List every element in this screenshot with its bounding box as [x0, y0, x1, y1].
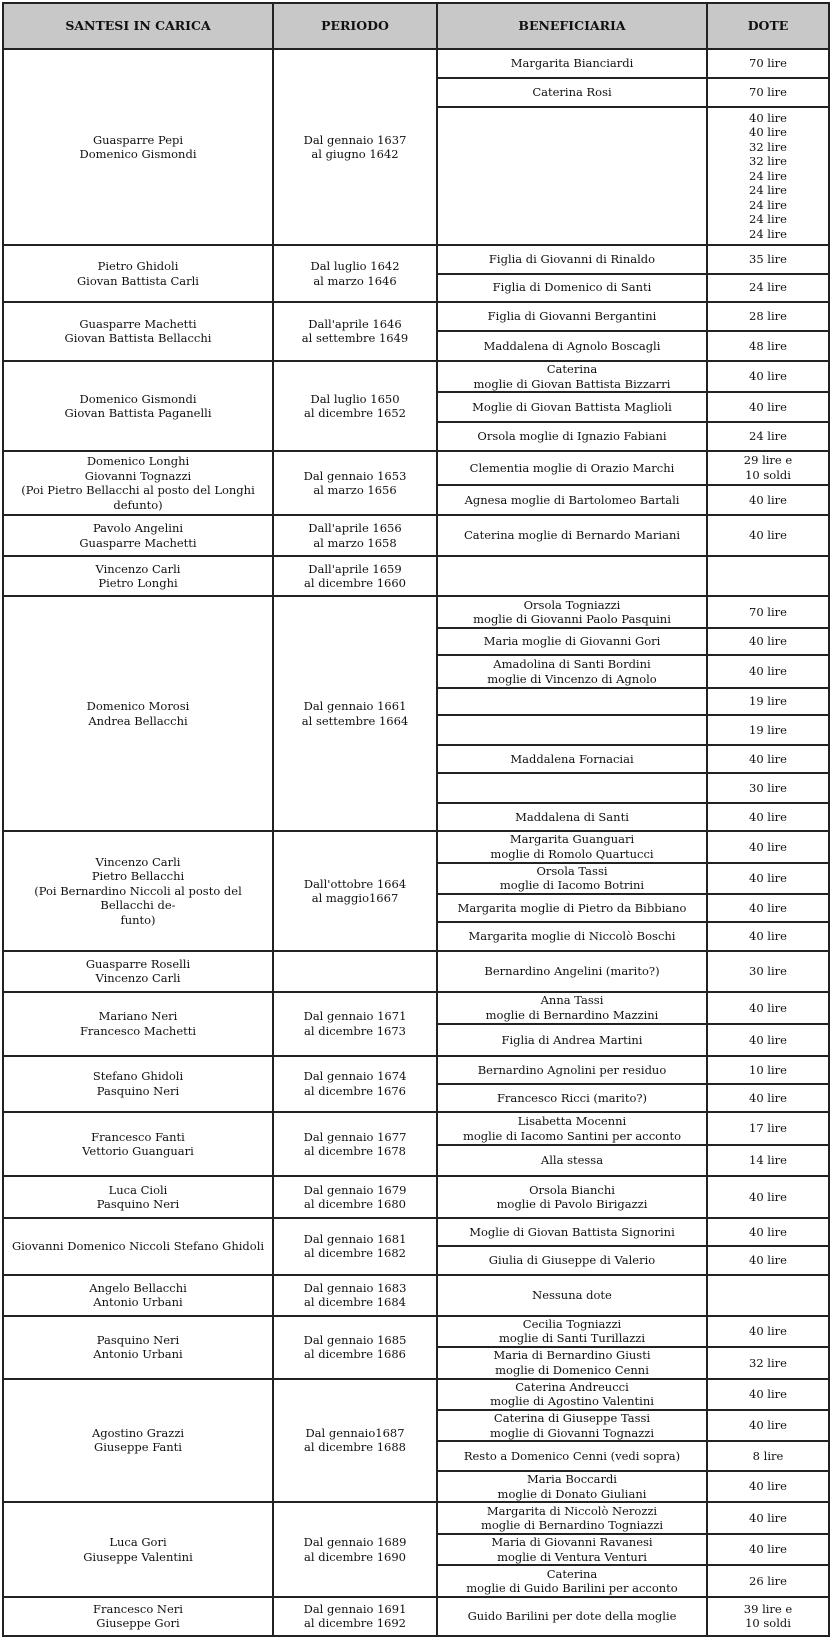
- beneficiaria-cell: Moglie di Giovan Battista Maglioli: [437, 392, 707, 421]
- dote-cell: 40 lire: [707, 485, 829, 515]
- table-row: [3, 992, 829, 1025]
- beneficiaria-cell: Maddalena di Agnolo Boscagli: [437, 331, 707, 360]
- beneficiaria-cell: Amadolina di Santi Bordini moglie di Vincenzo di Agnolo: [437, 655, 707, 688]
- dote-cell: 35 lire: [707, 245, 829, 273]
- periodo-cell: Dal gennaio 1681 al dicembre 1682: [273, 1218, 437, 1275]
- periodo-cell: Dal gennaio1687 al dicembre 1688: [273, 1379, 437, 1503]
- beneficiaria-cell: Caterina moglie di Guido Barilini per acconto: [437, 1565, 707, 1596]
- dote-cell: 40 lire: [707, 515, 829, 556]
- beneficiaria-cell: Lisabetta Mocenni moglie di Iacomo Santini per acconto: [437, 1112, 707, 1145]
- table-row: [3, 451, 829, 485]
- santesi-cell: Pietro Ghidoli Giovan Battista Carli: [3, 245, 273, 302]
- periodo-cell: Dal gennaio 1677 al dicembre 1678: [273, 1112, 437, 1176]
- dote-cell: 40 lire: [707, 922, 829, 950]
- beneficiaria-cell: Maddalena Fornaciai: [437, 745, 707, 773]
- santesi-cell: Mariano Neri Francesco Machetti: [3, 992, 273, 1056]
- beneficiaria-cell: Resto a Domenico Cenni (vedi sopra): [437, 1441, 707, 1470]
- periodo-cell: Dal gennaio 1637 al giugno 1642: [273, 49, 437, 245]
- dote-cell: 24 lire: [707, 274, 829, 302]
- dote-cell: 40 lire: [707, 1176, 829, 1218]
- table-row: [3, 831, 829, 862]
- santesi-cell: Agostino Grazzi Giuseppe Fanti: [3, 1379, 273, 1503]
- dote-cell: 8 lire: [707, 1441, 829, 1470]
- santesi-cell: Pasquino Neri Antonio Urbani: [3, 1316, 273, 1379]
- table-row: [3, 361, 829, 392]
- header-santesi: SANTESI IN CARICA: [3, 3, 273, 49]
- santesi-cell: Domenico Longhi Giovanni Tognazzi (Poi Pietro Bellacchi al posto del Longhi defunto): [3, 451, 273, 515]
- periodo-cell: Dal gennaio 1691 al dicembre 1692: [273, 1597, 437, 1636]
- dote-cell: 17 lire: [707, 1112, 829, 1145]
- dote-cell: 40 lire: [707, 1379, 829, 1410]
- santesi-cell: Guasparre Roselli Vincenzo Carli: [3, 951, 273, 992]
- beneficiaria-cell: Bernardino Angelini (marito?): [437, 951, 707, 992]
- dote-cell: 40 lire: [707, 655, 829, 688]
- periodo-cell: Dall'aprile 1659 al dicembre 1660: [273, 556, 437, 597]
- periodo-cell: Dal luglio 1650 al dicembre 1652: [273, 361, 437, 451]
- beneficiaria-cell: Clementia moglie di Orazio Marchi: [437, 451, 707, 485]
- header-dote: DOTE: [707, 3, 829, 49]
- beneficiaria-cell: Giulia di Giuseppe di Valerio: [437, 1246, 707, 1274]
- table-row: [3, 515, 829, 556]
- dote-cell: 48 lire: [707, 331, 829, 360]
- beneficiaria-cell: Figlia di Andrea Martini: [437, 1024, 707, 1055]
- beneficiaria-cell: Cecilia Togniazzi moglie di Santi Turillazzi: [437, 1316, 707, 1347]
- santesi-cell: Vincenzo Carli Pietro Longhi: [3, 556, 273, 597]
- dote-cell: 39 lire e 10 soldi: [707, 1597, 829, 1636]
- beneficiaria-cell: Margarita Bianciardi: [437, 49, 707, 78]
- beneficiaria-cell: Figlia di Domenico di Santi: [437, 274, 707, 302]
- periodo-cell: [273, 951, 437, 992]
- dote-cell: 70 lire: [707, 78, 829, 106]
- dote-cell: 28 lire: [707, 302, 829, 331]
- santesi-cell: Luca Gori Giuseppe Valentini: [3, 1502, 273, 1596]
- dote-cell: 40 lire: [707, 1218, 829, 1246]
- santesi-cell: Francesco Fanti Vettorio Guanguari: [3, 1112, 273, 1176]
- periodo-cell: Dal gennaio 1661 al settembre 1664: [273, 596, 437, 831]
- dote-cell: 40 lire: [707, 392, 829, 421]
- dote-cell: 19 lire: [707, 715, 829, 744]
- table-row: [3, 1112, 829, 1145]
- periodo-cell: Dal luglio 1642 al marzo 1646: [273, 245, 437, 302]
- dote-cell: 40 lire: [707, 1024, 829, 1055]
- table-row: [3, 1275, 829, 1316]
- beneficiaria-cell: Guido Barilini per dote della moglie: [437, 1597, 707, 1636]
- dote-cell: 70 lire: [707, 596, 829, 627]
- beneficiaria-cell: Orsola Bianchi moglie di Pavolo Birigazzi: [437, 1176, 707, 1218]
- header-beneficiaria: BENEFICIARIA: [437, 3, 707, 49]
- beneficiaria-cell: Nessuna dote: [437, 1275, 707, 1316]
- dote-cell: 40 lire: [707, 1084, 829, 1112]
- table-row: [3, 1056, 829, 1084]
- beneficiaria-cell: [437, 773, 707, 802]
- table-row: [3, 1176, 829, 1218]
- dote-cell: 40 lire: [707, 628, 829, 655]
- dote-cell: 32 lire: [707, 1347, 829, 1378]
- dote-cell: 40 lire: [707, 831, 829, 862]
- dote-cell: 40 lire: [707, 1246, 829, 1274]
- dote-cell: 30 lire: [707, 773, 829, 802]
- beneficiaria-cell: Anna Tassi moglie di Bernardino Mazzini: [437, 992, 707, 1025]
- beneficiaria-cell: Alla stessa: [437, 1145, 707, 1176]
- table-row: [3, 951, 829, 992]
- santesi-cell: Vincenzo Carli Pietro Bellacchi (Poi Bernardino Niccoli al posto del Bellacchi de- funto): [3, 831, 273, 951]
- santesi-cell: Domenico Morosi Andrea Bellacchi: [3, 596, 273, 831]
- santesi-cell: Guasparre Pepi Domenico Gismondi: [3, 49, 273, 245]
- header-row: [3, 3, 829, 49]
- dote-cell: 40 lire: [707, 863, 829, 894]
- dote-cell: 40 lire: [707, 1534, 829, 1565]
- beneficiaria-cell: Caterina Rosi: [437, 78, 707, 106]
- table-row: [3, 596, 829, 627]
- beneficiaria-cell: [437, 715, 707, 744]
- santesi-cell: Giovanni Domenico Niccoli Stefano Ghidoli: [3, 1218, 273, 1275]
- dote-cell: 40 lire: [707, 1471, 829, 1502]
- beneficiaria-cell: [437, 556, 707, 597]
- periodo-cell: Dal gennaio 1679 al dicembre 1680: [273, 1176, 437, 1218]
- beneficiaria-cell: Margarita Guanguari moglie di Romolo Quartucci: [437, 831, 707, 862]
- beneficiaria-cell: Maria moglie di Giovanni Gori: [437, 628, 707, 655]
- santesi-cell: Domenico Gismondi Giovan Battista Paganelli: [3, 361, 273, 451]
- beneficiaria-cell: Francesco Ricci (marito?): [437, 1084, 707, 1112]
- santesi-cell: Francesco Neri Giuseppe Gori: [3, 1597, 273, 1636]
- dowry-table: [2, 2, 830, 1637]
- periodo-cell: Dal gennaio 1674 al dicembre 1676: [273, 1056, 437, 1113]
- beneficiaria-cell: Caterina di Giuseppe Tassi moglie di Giovanni Tognazzi: [437, 1410, 707, 1441]
- table-row: [3, 302, 829, 331]
- dote-cell: 40 lire: [707, 992, 829, 1025]
- santesi-cell: Stefano Ghidoli Pasquino Neri: [3, 1056, 273, 1113]
- periodo-cell: Dal gennaio 1671 al dicembre 1673: [273, 992, 437, 1056]
- beneficiaria-cell: Orsola moglie di Ignazio Fabiani: [437, 422, 707, 451]
- table-row: [3, 1502, 829, 1533]
- beneficiaria-cell: Maria Boccardi moglie di Donato Giuliani: [437, 1471, 707, 1502]
- periodo-cell: Dall'aprile 1656 al marzo 1658: [273, 515, 437, 556]
- dote-cell: 14 lire: [707, 1145, 829, 1176]
- periodo-cell: Dal gennaio 1653 al marzo 1656: [273, 451, 437, 515]
- beneficiaria-cell: Margarita di Niccolò Nerozzi moglie di Bernardino Togniazzi: [437, 1502, 707, 1533]
- beneficiaria-cell: Margarita moglie di Pietro da Bibbiano: [437, 894, 707, 922]
- santesi-cell: Guasparre Machetti Giovan Battista Bellacchi: [3, 302, 273, 361]
- dote-cell: [707, 556, 829, 597]
- beneficiaria-cell: [437, 688, 707, 715]
- table-row: [3, 1218, 829, 1246]
- dote-cell: 40 lire: [707, 361, 829, 392]
- beneficiaria-cell: Margarita moglie di Niccolò Boschi: [437, 922, 707, 950]
- periodo-cell: Dal gennaio 1685 al dicembre 1686: [273, 1316, 437, 1379]
- beneficiaria-cell: Orsola Togniazzi moglie di Giovanni Paolo Pasquini: [437, 596, 707, 627]
- dote-cell: 29 lire e 10 soldi: [707, 451, 829, 485]
- periodo-cell: Dall'aprile 1646 al settembre 1649: [273, 302, 437, 361]
- santesi-cell: Pavolo Angelini Guasparre Machetti: [3, 515, 273, 556]
- beneficiaria-cell: Caterina Andreucci moglie di Agostino Valentini: [437, 1379, 707, 1410]
- dote-cell: 70 lire: [707, 49, 829, 78]
- beneficiaria-cell: Maddalena di Santi: [437, 803, 707, 831]
- beneficiaria-cell: Maria di Bernardino Giusti moglie di Domenico Cenni: [437, 1347, 707, 1378]
- beneficiaria-cell: Caterina moglie di Giovan Battista Bizzarri: [437, 361, 707, 392]
- header-periodo: PERIODO: [273, 3, 437, 49]
- table-row: [3, 245, 829, 273]
- table-row: [3, 1379, 829, 1410]
- santesi-cell: Luca Cioli Pasquino Neri: [3, 1176, 273, 1218]
- dote-cell: 10 lire: [707, 1056, 829, 1084]
- table-row: [3, 556, 829, 597]
- beneficiaria-cell: Figlia di Giovanni di Rinaldo: [437, 245, 707, 273]
- beneficiaria-cell: Agnesa moglie di Bartolomeo Bartali: [437, 485, 707, 515]
- beneficiaria-cell: [437, 107, 707, 245]
- dote-cell: 30 lire: [707, 951, 829, 992]
- periodo-cell: Dal gennaio 1689 al dicembre 1690: [273, 1502, 437, 1596]
- beneficiaria-cell: Orsola Tassi moglie di Iacomo Botrini: [437, 863, 707, 894]
- dote-cell: 40 lire: [707, 803, 829, 831]
- dote-cell: 40 lire: [707, 1316, 829, 1347]
- dote-cell: 40 lire: [707, 1502, 829, 1533]
- beneficiaria-cell: Moglie di Giovan Battista Signorini: [437, 1218, 707, 1246]
- table-row: [3, 49, 829, 78]
- santesi-cell: Angelo Bellacchi Antonio Urbani: [3, 1275, 273, 1316]
- beneficiaria-cell: Caterina moglie di Bernardo Mariani: [437, 515, 707, 556]
- beneficiaria-cell: Bernardino Agnolini per residuo: [437, 1056, 707, 1084]
- beneficiaria-cell: Maria di Giovanni Ravanesi moglie di Ventura Venturi: [437, 1534, 707, 1565]
- dote-cell: [707, 1275, 829, 1316]
- dote-cell: 40 lire: [707, 745, 829, 773]
- periodo-cell: Dall'ottobre 1664 al maggio1667: [273, 831, 437, 951]
- periodo-cell: Dal gennaio 1683 al dicembre 1684: [273, 1275, 437, 1316]
- beneficiaria-cell: Figlia di Giovanni Bergantini: [437, 302, 707, 331]
- dote-cell: 40 lire 40 lire 32 lire 32 lire 24 lire 24 lire 24 lire 24 lire 24 lire: [707, 107, 829, 245]
- dote-cell: 26 lire: [707, 1565, 829, 1596]
- dote-cell: 19 lire: [707, 688, 829, 715]
- dote-cell: 24 lire: [707, 422, 829, 451]
- table-row: [3, 1316, 829, 1347]
- table-row: [3, 1597, 829, 1636]
- dote-cell: 40 lire: [707, 894, 829, 922]
- dote-cell: 40 lire: [707, 1410, 829, 1441]
